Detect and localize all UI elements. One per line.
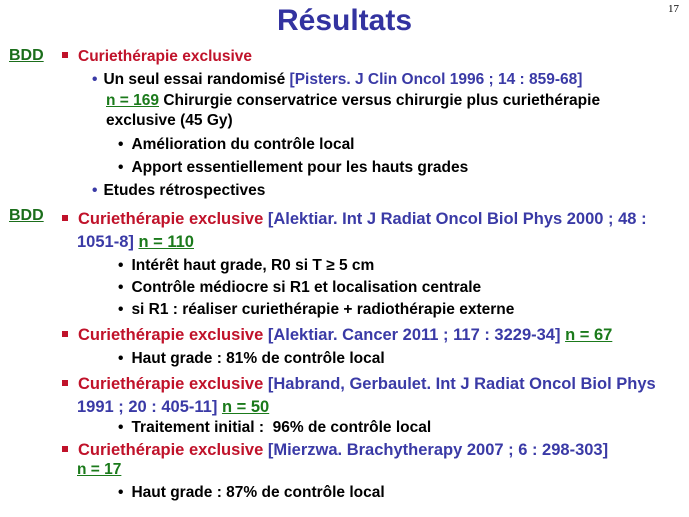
- square-bullet-icon: [62, 215, 68, 221]
- bullet-icon: •: [118, 419, 124, 436]
- bdd-label-1: BDD: [9, 47, 44, 64]
- section-5-bullet-1: • Haut grade : 87% de contrôle local: [118, 484, 385, 501]
- bullet-icon: •: [118, 159, 124, 176]
- section-1-sub1: • Un seul essai randomisé [Pisters. J Clin Oncol 1996 ; 14 : 859-68]: [92, 71, 583, 88]
- square-bullet-icon: [62, 52, 68, 58]
- section-5-n: n = 17: [77, 461, 122, 478]
- section-3-bullet-1: • Haut grade : 81% de contrôle local: [118, 350, 385, 367]
- section-2-bullet-2: • Contrôle médiocre si R1 et localisation centrale: [118, 279, 482, 296]
- bullet-icon: •: [118, 136, 124, 153]
- section-2-bullet-1: • Intérêt haut grade, R0 si T ≥ 5 cm: [118, 257, 375, 274]
- section-4-heading: Curiethérapie exclusive [Habrand, Gerbaulet. Int J Radiat Oncol Biol Phys: [62, 374, 656, 394]
- section-1-sub2: • Etudes rétrospectives: [92, 182, 266, 199]
- bullet-icon: •: [118, 257, 124, 274]
- section-4-bullet-1: • Traitement initial : 96% de contrôle local: [118, 419, 432, 436]
- bullet-icon: •: [118, 301, 124, 318]
- section-5-heading: Curiethérapie exclusive [Mierzwa. Brachytherapy 2007 ; 6 : 298-303]: [62, 440, 608, 460]
- bdd-label-2: BDD: [9, 207, 44, 224]
- bullet-icon: •: [118, 484, 124, 501]
- bullet-icon: •: [92, 71, 98, 88]
- section-3-heading: Curiethérapie exclusive [Alektiar. Cancer 2011 ; 117 : 3229-34] n = 67: [62, 325, 612, 345]
- bullet-icon: •: [118, 350, 124, 367]
- section-1-bullet-1: • Amélioration du contrôle local: [118, 136, 355, 153]
- section-1-sub1-desc-cont: exclusive (45 Gy): [106, 112, 233, 129]
- bullet-icon: •: [92, 182, 98, 199]
- section-4-ref-cont: 1991 ; 20 : 405-11] n = 50: [77, 398, 270, 416]
- section-2-ref-cont: 1051-8] n = 110: [77, 233, 194, 251]
- page-number: 17: [668, 3, 679, 15]
- square-bullet-icon: [62, 380, 68, 386]
- square-bullet-icon: [62, 446, 68, 452]
- page-title: Résultats: [276, 4, 413, 37]
- section-2-bullet-3: • si R1 : réaliser curiethérapie + radiothérapie externe: [118, 301, 515, 318]
- greater-equal-symbol: ≥: [326, 257, 335, 274]
- section-1-sub1-desc: n = 169 Chirurgie conservatrice versus chirurgie plus curiethérapie: [106, 92, 601, 109]
- section-1-bullet-2: • Apport essentiellement pour les hauts grades: [118, 159, 469, 176]
- square-bullet-icon: [62, 331, 68, 337]
- bullet-icon: •: [118, 279, 124, 296]
- section-1-heading: Curiethérapie exclusive: [62, 47, 252, 67]
- section-2-heading: Curiethérapie exclusive [Alektiar. Int J Radiat Oncol Biol Phys 2000 ; 48 :: [62, 209, 647, 229]
